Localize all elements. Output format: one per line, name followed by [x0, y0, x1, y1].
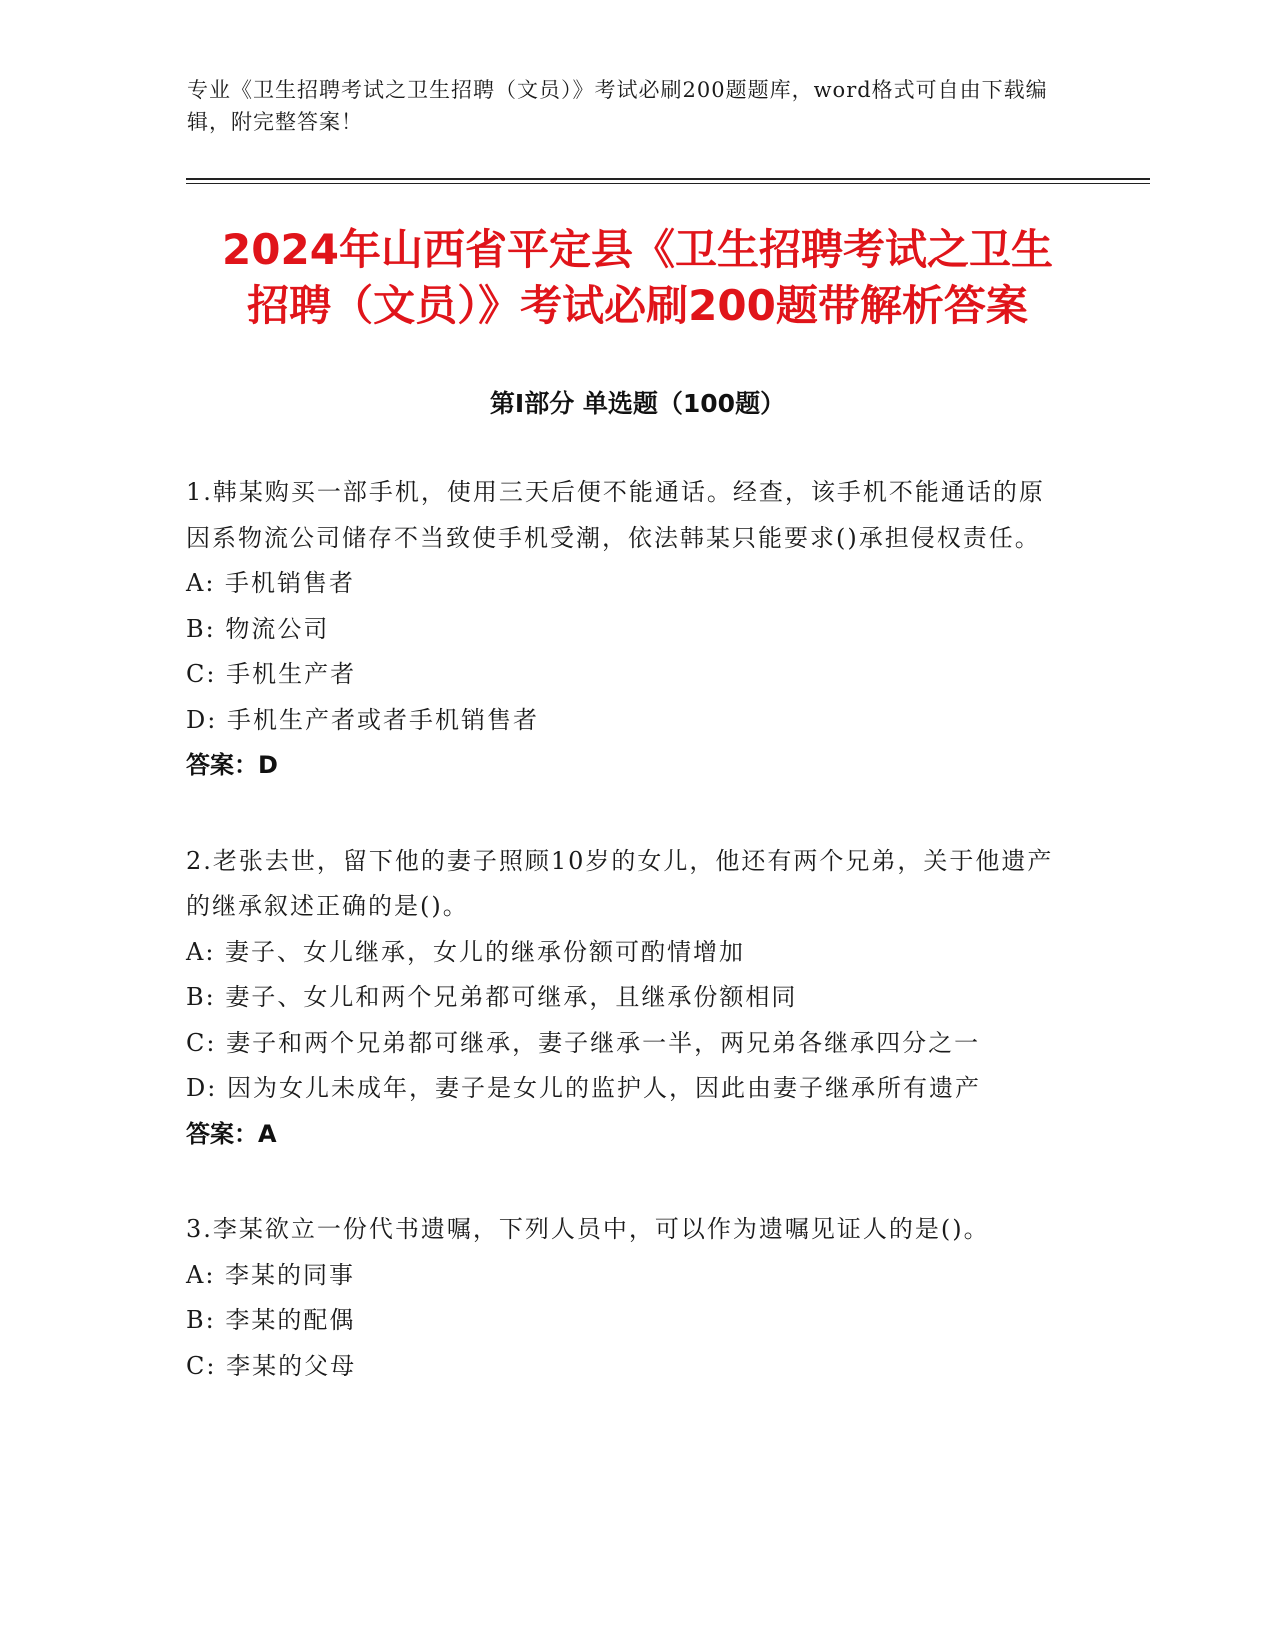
question-stem: 3.李某欲立一份代书遗嘱，下列人员中，可以作为遗嘱见证人的是()。: [186, 1215, 990, 1243]
option-c: C: 手机生产者: [186, 660, 357, 688]
question-1: [186, 470, 1066, 789]
header-rule-thin: [186, 183, 1150, 184]
option-d: D: 因为女儿未成年，妻子是女儿的监护人，因此由妻子继承所有遗产: [186, 1074, 981, 1102]
question-2: [186, 839, 1066, 1158]
answer: 答案：D: [186, 751, 278, 779]
title-line-1: 2024年山西省平定县《卫生招聘考试之卫生: [222, 225, 1053, 274]
question-3: [186, 1207, 1066, 1389]
option-c: C: 李某的父母: [186, 1351, 357, 1380]
header-note: 专业《卫生招聘考试之卫生招聘（文员）》考试必刷200题题库，word格式可自由下载编辑，附完整答案！: [187, 78, 1048, 134]
option-b: B: 妻子、女儿和两个兄弟都可继承，且继承份额相同: [186, 983, 798, 1011]
header-rule-thick: [186, 178, 1150, 180]
option-a: A: 李某的同事: [186, 1260, 356, 1289]
question-stem: 2.老张去世，留下他的妻子照顾10岁的女儿，他还有两个兄弟，关于他遗产的继承叙述正确的是()。: [186, 846, 1054, 920]
option-c: C: 妻子和两个兄弟都可继承，妻子继承一半，两兄弟各继承四分之一: [186, 1028, 981, 1057]
option-d: D: 手机生产者或者手机销售者: [186, 705, 539, 734]
option-a: A: 妻子、女儿继承，女儿的继承份额可酌情增加: [186, 937, 746, 966]
option-a: A: 手机销售者: [186, 569, 356, 597]
title-line-2: 招聘（文员）》考试必刷200题带解析答案: [247, 281, 1028, 330]
question-list: [186, 470, 1066, 1439]
document-title: [150, 222, 1125, 334]
option-b: B: 物流公司: [186, 614, 330, 643]
option-b: B: 李某的配偶: [186, 1306, 356, 1334]
question-stem: 1.韩某购买一部手机，使用三天后便不能通话。经查，该手机不能通话的原因系物流公司储存不当致使手机受潮，依法韩某只能要求()承担侵权责任。: [186, 478, 1045, 552]
answer: 答案：A: [186, 1119, 277, 1148]
section-title: 第Ⅰ部分 单选题（100题）: [489, 389, 786, 418]
